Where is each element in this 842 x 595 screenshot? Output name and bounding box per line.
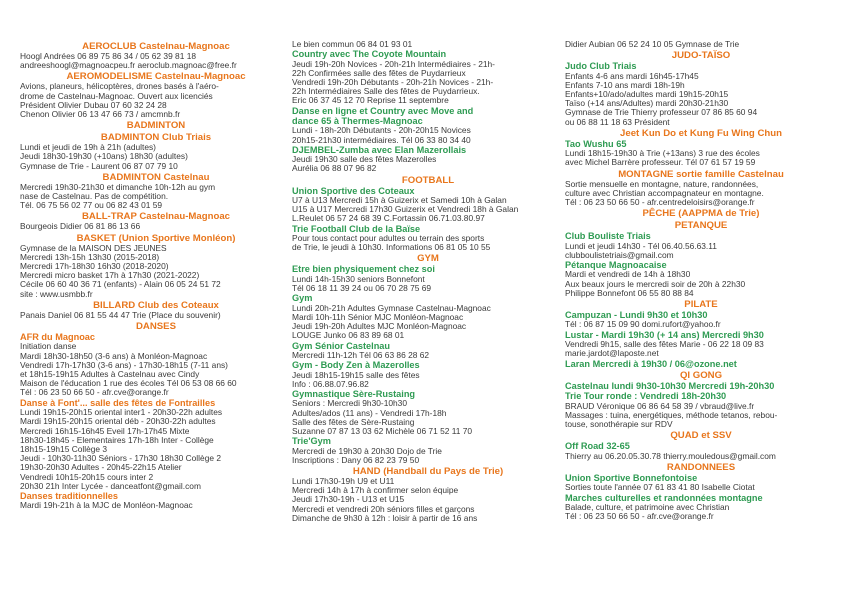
text-line: Enfants 7-10 ans mardi 18h-19h (565, 80, 685, 90)
section-heading: Jeet Kun Do et Kung Fu Wing Chun (620, 127, 782, 139)
section-heading: GYM (417, 253, 439, 265)
column-left (20, 40, 292, 511)
section-heading: BADMINTON (126, 120, 186, 132)
text-line: clubboulistetriais@gmail.com (565, 250, 674, 260)
club-heading: Union Sportive des Coteaux (292, 185, 415, 196)
text-line: Gymnase de Trie - Laurent 06 87 07 79 10 (20, 161, 178, 171)
text-line: Taïso (+14 ans/Adultes) mardi 20h30-21h30 (565, 99, 729, 109)
text-line: culture avec Christian accompagnateur en montagne. (565, 188, 764, 198)
text-line: L.Reulet 06 57 24 68 39 C.Fortassin 06.71.03.80.97 (292, 214, 485, 224)
text-line: Initiation danse (20, 342, 77, 352)
text-line: 20h15-21h30 intermédiaires. Tél 06 33 80 34 40 (292, 135, 471, 145)
text-line: Avions, planeurs, hélicoptères, drones basés à l'aéro- (20, 82, 219, 92)
club-heading: Country avec The Coyote Mountain (292, 49, 447, 60)
text-line: Jeudi 17h30-19h - U13 et U15 (292, 495, 405, 505)
club-heading: Campuzan - Lundi 9h30 et 10h30 (565, 310, 708, 321)
text-line: Chenon Olivier 06 13 47 66 73 / amcmnb.fr (20, 110, 181, 120)
subsection-heading: Danses traditionnelles (20, 490, 119, 501)
section-heading: BILLARD Club des Coteaux (93, 299, 219, 311)
text-line: Lundi - 18h-20h Débutants - 20h-20h15 Novices (292, 126, 471, 136)
text-line: Vendredi 19h-20h Débutants - 20h-21h Novices - 21h- (292, 78, 494, 88)
club-heading: Gym Sénior Castelnau (292, 340, 391, 351)
text-line: Mercredi 19h30-21h30 et dimanche 10h-12h au gym (20, 182, 216, 192)
text-line: Gymnase de la MAISON DES JEUNES (20, 243, 167, 253)
text-line: Thierry au 06.20.05.30.78 thierry.mouledous@gmail.com (565, 451, 776, 461)
text-line: Vendredi 17h-17h30 (3-6 ans) - 17h30-18h15 (7-11 ans) (20, 360, 228, 370)
text-line: Mercredi 14h à 17h à confirmer selon équipe (292, 486, 459, 496)
text-line: Bourgeois Didier 06 81 86 13 66 (20, 222, 141, 232)
section-heading: QI GONG (679, 369, 723, 381)
text-line: 20h30 21h Inter Lycée - danceatfont@gmail.com (20, 481, 201, 491)
text-line: Tél : 06 23 50 66 50 - afr.centredeloisirs@orange.fr (565, 198, 755, 208)
text-line: Le bien commun 06 84 01 93 01 (292, 40, 413, 49)
text-line: 18h30-18h45 - Elementaires 17h-18h Inter - Collège (20, 435, 214, 445)
text-line: Lundi et jeudi de 19h à 21h (adultes) (20, 143, 156, 153)
club-heading: Lustar - Mardi 19h30 (+ 14 ans) Mercredi 9h30 (565, 329, 764, 340)
text-line: 22h Confirmées salle des fêtes de Puydarrieux (292, 68, 466, 78)
section-heading: DANSES (136, 321, 176, 333)
text-line: Aurélia 06 88 07 96 82 (292, 164, 377, 174)
text-line: touse, sonothérapie sur RDV (565, 420, 673, 430)
text-line: Mercredi et vendredi 20h séniors filles et garçons (292, 504, 475, 514)
club-heading: Trie Football Club de la Baïse (292, 223, 421, 234)
text-line: Mercredi 11h-12h Tél 06 63 86 28 62 (292, 350, 430, 360)
text-line: Adultes/ados (11 ans) - Vendredi 17h-18h (292, 408, 447, 418)
text-line: et 18h15-19h15 Adultes à Castelnau avec Cindy (20, 370, 200, 380)
section-heading: QUAD et SSV (670, 430, 732, 442)
text-line: Sorties toute l'année 07 61 83 41 80 Isabelle Ciotat (565, 483, 755, 493)
section-heading: PÊCHE (AAPPMA de Trie) (642, 208, 760, 220)
text-line: Sortie mensuelle en montagne, nature, randonnées, (565, 179, 759, 189)
text-line: Seniors : Mercredi 9h30-10h30 (292, 399, 407, 409)
club-heading: Tao Wushu 65 (565, 138, 627, 149)
club-heading: Pétanque Magnoacaise (565, 260, 667, 271)
text-line: Tél 06 18 11 39 24 ou 06 70 28 75 69 (292, 284, 432, 294)
text-line: Mercredi 13h-15h 13h30 (2015-2018) (20, 252, 160, 262)
section-heading: AEROCLUB Castelnau-Magnoac (82, 41, 230, 52)
text-line: Lundi 19h15-20h15 oriental inter1 - 20h30-22h adultes (20, 408, 223, 418)
section-heading: BADMINTON Castelnau (102, 171, 210, 183)
text-line: Info : 06.88.07.96.82 (292, 379, 369, 389)
section-heading: PETANQUE (674, 220, 728, 232)
club-heading: Gym (292, 293, 313, 304)
text-line: Mardi et vendredi de 14h à 18h30 (565, 270, 691, 280)
text-line: Inscriptions : Dany 06 82 23 79 50 (292, 455, 420, 465)
club-heading: Off Road 32-65 (565, 441, 630, 452)
text-line: 19h30-20h30 Adultes - 20h45-22h15 Atelier (20, 463, 182, 473)
text-line: Balade, culture, et patrimoine avec Christian (565, 502, 730, 512)
text-line: Gymnase de Trie Thierry professeur 07 86 85 60 94 (565, 108, 758, 118)
text-line: Jeudi 18h30-19h30 (+10ans) 18h30 (adultes) (20, 152, 188, 162)
text-line: Enfants+10/ado/adultes mardi 19h15-20h15 (565, 90, 729, 100)
section-heading: BASKET (Union Sportive Monléon) (76, 232, 236, 244)
text-line: Mardi 10h-11h Sénior MJC Monléon-Magnoac (292, 312, 464, 322)
text-line: U15 à U17 Mercredi 17h30 Guizerix et Vendredi 18h à Galan (292, 205, 519, 215)
text-line: de Trie, le jeudi à 10h30. Informations 06 81 05 10 55 (292, 243, 491, 253)
text-line: Didier Aubian 06 52 24 10 05 Gymnase de Trie (565, 40, 740, 49)
text-line: Tél : 06 23 50 66 50 - afr.cve@orange.fr (20, 388, 169, 398)
text-line: Mardi 19h-21h à la MJC de Monléon-Magnoac (20, 501, 193, 511)
text-line: Tél. 06 75 56 02 77 ou 06 82 43 01 59 (20, 201, 163, 211)
club-heading: Marches culturelles et randonnées montagne (565, 492, 763, 503)
section-heading: FOOTBALL (401, 174, 455, 186)
text-line: ou 06 88 11 18 63 Président (565, 117, 670, 127)
text-line: Lundi 20h-21h Adultes Gymnase Castelnau-Magnoac (292, 303, 491, 313)
club-heading: Club Bouliste Triais (565, 231, 651, 242)
column-right (565, 40, 837, 521)
section-heading: AEROMODELISME Castelnau-Magnoac (66, 71, 246, 83)
text-line: Vendredi 10h15-20h15 cours inter 2 (20, 472, 154, 482)
club-heading: Castelnau lundi 9h30-10h30 Mercredi 19h-20h30 (565, 380, 775, 391)
text-line: nase de Castelnau. Pas de compétition. (20, 192, 169, 202)
club-heading: dance 65 à Thermes-Magnoac (292, 116, 423, 127)
column-middle (292, 40, 564, 523)
text-line: Mercredi micro basket 17h à 17h30 (2021-2022) (20, 271, 200, 281)
club-heading: Laran Mercredi à 19h30 / 06@ozone.net (565, 358, 737, 369)
text-line: Maison de l'éducation 1 rue des écoles Tél 06 53 08 66 60 (20, 379, 237, 389)
text-line: Jeudi 19h-20h Novices - 20h-21h Intermédiaires - 21h- (292, 59, 495, 69)
section-heading: PILATE (684, 299, 718, 311)
text-line: Mardi 19h15-20h15 oriental déb - 20h30-22h adultes (20, 417, 216, 427)
text-line: BRAUD Véronique 06 86 64 58 39 / vbraud@live.fr (565, 401, 755, 411)
text-line: 22h Intermédiaires Salle des fêtes de Puydarrieux. (292, 87, 480, 97)
text-line: Hoogl Andrées 06 89 75 86 34 / 05 62 39 81 18 (20, 52, 197, 61)
text-line: LOUGE Junko 06 83 89 68 01 (292, 331, 405, 341)
club-heading: Union Sportive Bonnefontoise (565, 472, 698, 483)
text-line: site : www.usmbb.fr (20, 289, 93, 299)
text-line: Dimanche de 9h30 à 12h : loisir à partir de 16 ans (292, 513, 478, 523)
club-heading: Judo Club Triais (565, 61, 637, 72)
text-line: Panais Daniel 06 81 55 44 47 Trie (Place du souvenir) (20, 310, 221, 320)
text-line: Suzanne 07 87 13 03 62 Michèle 06 71 52 11 70 (292, 426, 473, 436)
section-heading: HAND (Handball du Pays de Trie) (352, 465, 504, 477)
text-line: drome de Castelnau-Magnoac. Ouvert aux licenciés (20, 91, 213, 101)
subsection-heading: Danse à Font'... salle des fêtes de Fontrailles (20, 397, 216, 408)
text-line: Mardi 18h30-18h50 (3-6 ans) à Monléon-Magnoac (20, 351, 208, 361)
section-heading: BALL-TRAP Castelnau-Magnoac (81, 211, 230, 223)
section-heading: JUDO-TAÏSO (671, 50, 731, 62)
text-line: Pour tous contact pour adultes ou terrain des sports (292, 234, 485, 244)
club-heading: Trie Tour ronde : Vendredi 18h-20h30 (565, 391, 727, 402)
club-heading: DJEMBEL-Zumba avec Elan Mazerollais (292, 144, 467, 155)
text-line: Jeudi - 10h30-11h30 Séniors - 17h30 18h30 Collège 2 (20, 454, 221, 464)
text-line: Jeudi 18h15-19h15 salle des fêtes (292, 370, 420, 380)
text-line: Lundi et jeudi 14h30 - Tél 06.40.56.63.11 (565, 241, 717, 251)
text-line: Lundi 18h15-19h30 à Trie (+13ans) 3 rue des écoles (565, 149, 760, 159)
text-line: avec Michel Barrère professeur. Tél 07 61 57 19 59 (565, 158, 756, 168)
text-line: Président Olivier Dubau 07 60 32 24 28 (20, 100, 167, 110)
text-line: Jeudi 19h-20h Adultes MJC Monléon-Magnoac (292, 322, 467, 332)
club-heading: Danse en ligne et Country avec Move and (292, 105, 474, 116)
text-line: 18h15-19h15 Collège 3 (20, 444, 108, 454)
text-line: Lundi 17h30-19h U9 et U11 (292, 476, 395, 486)
text-line: Cécile 06 60 40 36 71 (enfants) - Alain 06 05 24 51 72 (20, 280, 221, 290)
section-heading: BADMINTON Club Triais (100, 132, 212, 144)
section-heading: RANDONNEES (666, 461, 736, 473)
text-line: Salle des fêtes de Sère-Rustaing (292, 417, 415, 427)
section-heading: MONTAGNE sortie famille Castelnau (618, 168, 784, 180)
text-line: Jeudi 19h30 salle des fêtes Mazerolles (292, 155, 437, 165)
text-line: andreeshoogl@magnoacpeu.fr aeroclub.magnoac@free.fr (20, 61, 237, 71)
text-line: Enfants 4-6 ans mardi 16h45-17h45 (565, 71, 699, 81)
text-line: Tél : 06 23 50 66 50 - afr.cve@orange.fr (565, 512, 714, 522)
text-line: Mercredi 16h15-16h45 Eveil 17h-17h45 Mixte (20, 426, 190, 436)
text-line: U7 à U13 Mercredi 15h à Guizerix et Samedi 10h à Galan (292, 196, 507, 206)
text-line: Mercredi 17h-18h30 16h30 (2018-2020) (20, 262, 169, 272)
club-heading: Gym - Body Zen à Mazerolles (292, 360, 420, 371)
text-line: Eric 06 37 45 12 70 Reprise 11 septembre (292, 96, 449, 106)
text-line: Aux beaux jours le mercredi soir de 20h à 22h30 (565, 279, 746, 289)
text-line: Tél : 06 87 15 09 90 domi.rufort@yahoo.fr (565, 320, 721, 330)
club-heading: Etre bien physiquement chez soi (292, 264, 435, 275)
text-line: marie.jardot@laposte.net (565, 349, 659, 359)
text-line: Vendredi 9h15, salle des fêtes Marie - 06 22 18 09 83 (565, 340, 764, 350)
club-heading: Trie'Gym (292, 436, 331, 447)
text-line: Mercredi de 19h30 à 20h30 Dojo de Trie (292, 446, 442, 456)
text-line: Lundi 14h-15h30 seniors Bonnefont (292, 274, 425, 284)
text-line: Philippe Bonnefont 06 55 80 88 84 (565, 288, 694, 298)
text-line: Massages : tuina, energétiques, méthode tetanos, rebou- (565, 410, 778, 420)
club-heading: Gymnastique Sère-Rustaing (292, 388, 416, 399)
subsection-heading: AFR du Magnoac (20, 332, 96, 343)
